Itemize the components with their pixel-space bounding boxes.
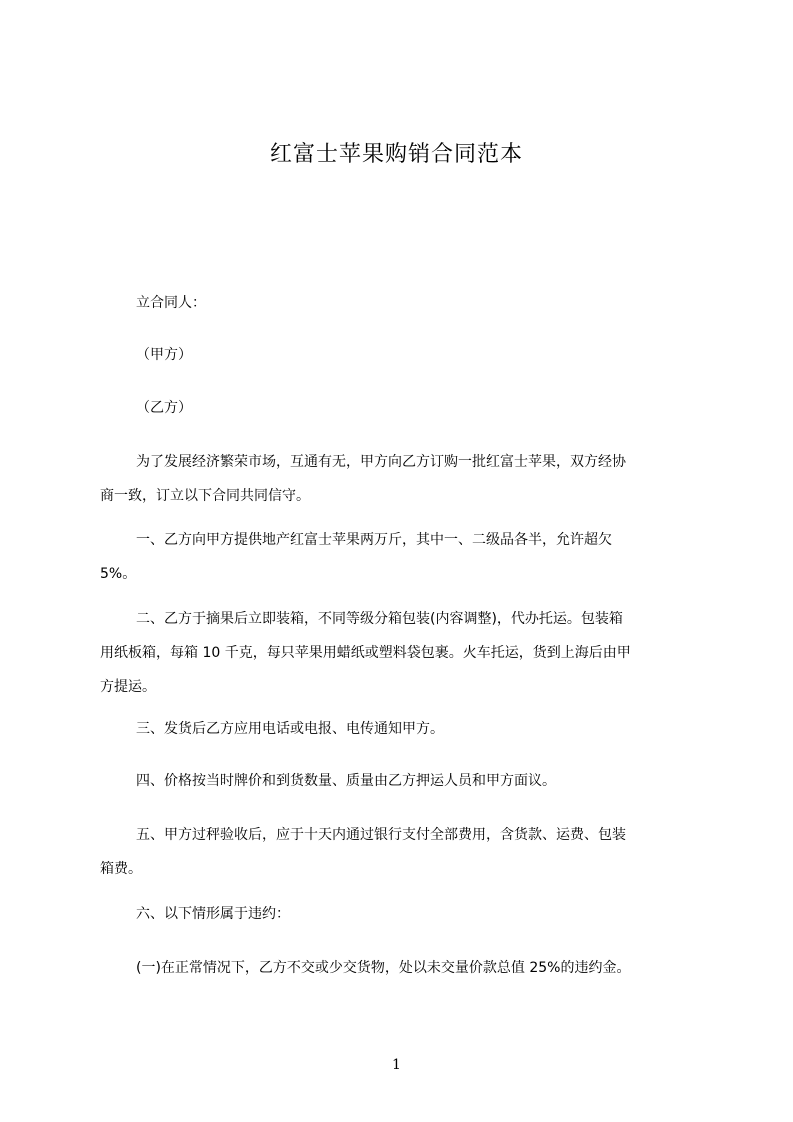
clause-4-line-1: 四、价格按当时牌价和到货数量、质量由乙方押运人员和甲方面议。: [136, 773, 556, 789]
preamble-line-2: 商一致，订立以下合同共同信守。: [100, 488, 310, 504]
clause-4-paragraph: [100, 764, 698, 798]
clause-2-line-2: 用纸板箱，每箱 10 千克，每只苹果用蜡纸或塑料袋包裹。火车托运，货到上海后由甲: [100, 645, 631, 661]
clause-3-line-1: 三、发货后乙方应用电话或电报、电传通知甲方。: [136, 721, 444, 737]
clause-6-item-1-paragraph: [100, 951, 698, 985]
clause-2-paragraph: [100, 602, 698, 704]
party-a-text: （甲方）: [136, 347, 192, 363]
clause-2-line-3: 方提运。: [100, 679, 156, 695]
clause-2-line-1: 二、乙方于摘果后立即装箱，不同等级分箱包装(内容调整)，代办托运。包装箱: [136, 611, 623, 627]
parties-intro: [100, 286, 698, 320]
clause-6-paragraph: [100, 897, 698, 931]
clause-6-line-1: 六、以下情形属于违约：: [136, 906, 290, 922]
preamble-paragraph: [100, 445, 698, 513]
clause-5-line-1: 五、甲方过秤验收后，应于十天内通过银行支付全部费用，含货款、运费、包装: [136, 827, 626, 843]
preamble-line-1: 为了发展经济繁荣市场，互通有无，甲方向乙方订购一批红富士苹果，双方经协: [136, 454, 626, 470]
clause-5-line-2: 箱费。: [100, 861, 142, 877]
clause-1-line-2: 5%。: [100, 566, 137, 582]
document-title: 红富士苹果购销合同范本: [269, 142, 523, 167]
clause-5-paragraph: [100, 818, 698, 886]
clause-1-line-1: 一、乙方向甲方提供地产红富士苹果两万斤，其中一、二级品各半，允许超欠: [136, 532, 612, 548]
clause-3-paragraph: [100, 712, 698, 746]
party-b: [100, 391, 698, 425]
page-number: 1: [392, 1057, 401, 1073]
party-b-text: （乙方）: [136, 400, 192, 416]
clause-1-paragraph: [100, 523, 698, 591]
party-a: [100, 338, 698, 372]
clause-6-item-1-line-1: (一)在正常情况下，乙方不交或少交货物，处以未交量价款总值 25%的违约金。: [136, 960, 631, 976]
parties-intro-text: 立合同人：: [136, 295, 206, 311]
